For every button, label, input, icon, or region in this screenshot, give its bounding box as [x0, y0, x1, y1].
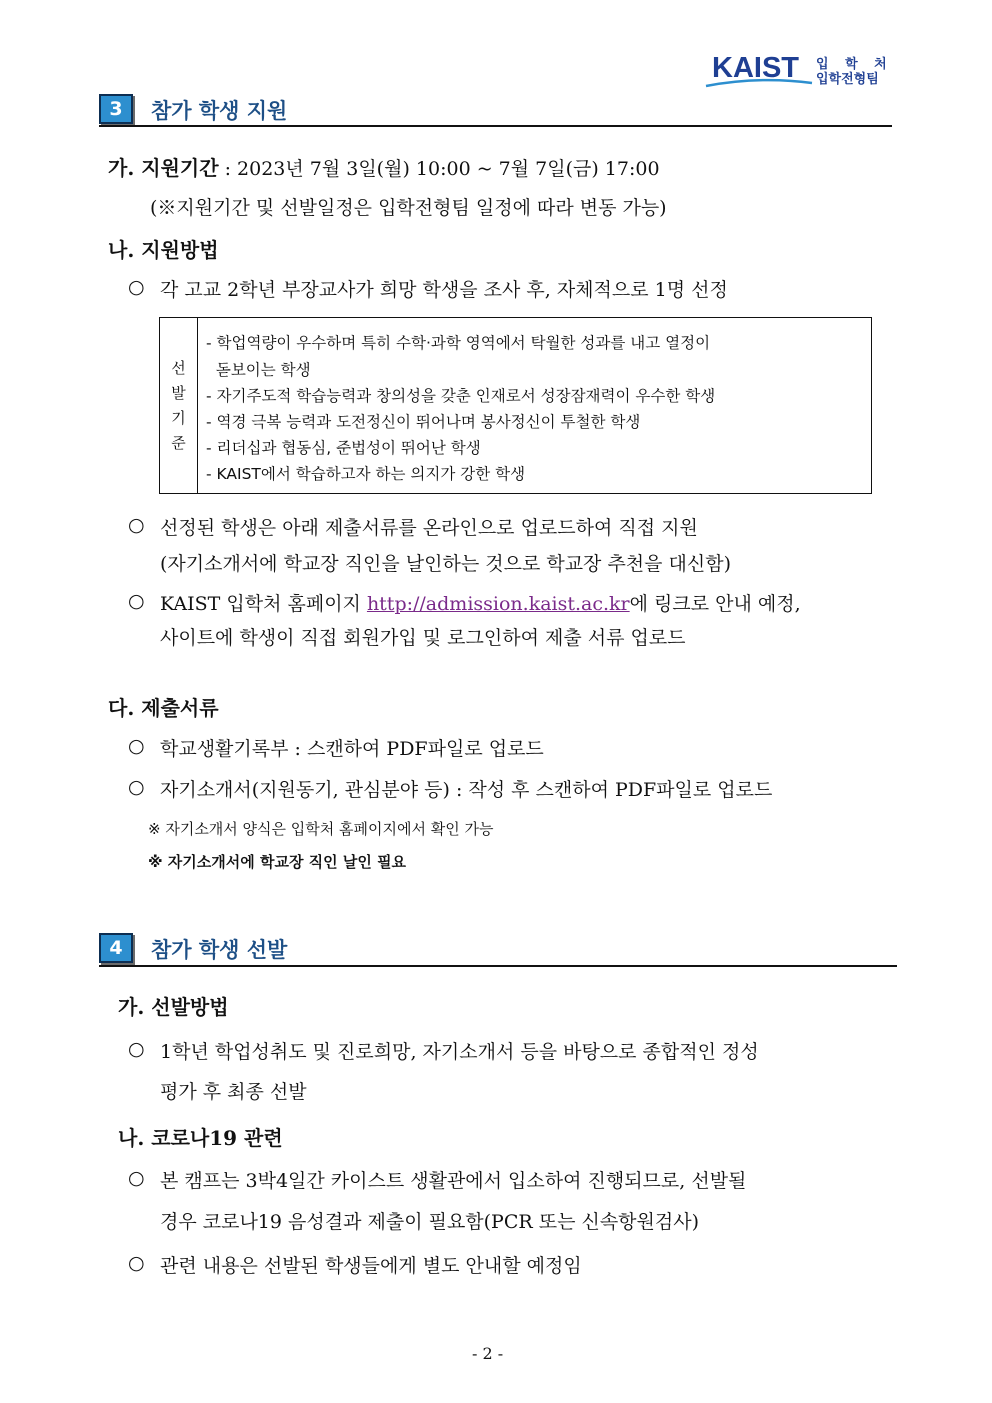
application-method-bullet-2: 선정된 학생은 아래 제출서류를 온라인으로 업로드하여 직접 지원: [160, 517, 698, 539]
section-3-title: 참가 학생 지원: [151, 99, 288, 123]
logo-swoosh-icon: [704, 78, 814, 88]
section-3-number-badge: 3: [99, 94, 133, 124]
application-period-note: (※지원기간 및 선발일정은 입학전형팀 일정에 따라 변동 가능): [150, 197, 667, 219]
documents-note-2: ※ 자기소개서에 학교장 직인 날인 필요: [148, 853, 407, 871]
bullet-icon: ○: [128, 1038, 145, 1060]
criteria-item: - 학업역량이 우수하며 특히 수학·과학 영역에서 탁월한 성과를 내고 열정이: [206, 334, 711, 352]
kaist-logo: [704, 52, 894, 88]
logo-office-name: 입 학 처: [816, 57, 893, 72]
application-method-bullet-3: KAIST 입학처 홈페이지 http://admission.kaist.ac.kr에 링크로 안내 예정,: [160, 593, 801, 615]
application-method-label: 나. 지원방법: [108, 238, 219, 262]
bullet-icon: ○: [128, 514, 145, 536]
covid-bullet-2: 관련 내용은 선발된 학생들에게 별도 안내할 예정임: [160, 1255, 582, 1277]
criteria-item: - KAIST에서 학습하고자 하는 의지가 강한 학생: [206, 465, 526, 483]
section-4-title: 참가 학생 선발: [151, 938, 288, 962]
criteria-item: 돋보이는 학생: [206, 361, 311, 379]
bullet-icon: ○: [128, 776, 145, 798]
covid-bullet-1: 본 캠프는 3박4일간 카이스트 생활관에서 입소하여 진행되므로, 선발될: [160, 1170, 747, 1192]
criteria-item: - 역경 극복 능력과 도전정신이 뛰어나며 봉사정신이 투철한 학생: [206, 413, 641, 431]
logo-team-name: 입학전형팀: [816, 72, 879, 87]
criteria-item: - 자기주도적 학습능력과 창의성을 갖춘 인재로서 성장잠재력이 우수한 학생: [206, 387, 716, 405]
section-4-divider: [99, 965, 897, 967]
selection-criteria-box: [159, 317, 872, 494]
bullet-icon: ○: [128, 1252, 145, 1274]
selection-method-bullet-1-cont: 평가 후 최종 선발: [160, 1081, 307, 1103]
selection-method-label: 가. 선발방법: [118, 995, 229, 1019]
application-period-label: 가. 지원기간: [108, 156, 219, 180]
bullet-icon: ○: [128, 276, 145, 298]
application-period: [108, 152, 660, 181]
documents-note-1: ※ 자기소개서 양식은 입학처 홈페이지에서 확인 가능: [148, 820, 494, 838]
section-4-number-badge: 4: [99, 933, 133, 963]
bullet-icon: ○: [128, 590, 145, 612]
bullet-icon: ○: [128, 1167, 145, 1189]
page-number: - 2 -: [472, 1344, 504, 1363]
bullet-icon: ○: [128, 735, 145, 757]
application-method-bullet-2-cont: (자기소개서에 학교장 직인을 날인하는 것으로 학교장 추천을 대신함): [160, 553, 732, 575]
covid-label: 나. 코로나19 관련: [118, 1126, 283, 1150]
selection-method-bullet-1: 1학년 학업성취도 및 진로희망, 자기소개서 등을 바탕으로 종합적인 정성: [160, 1041, 759, 1063]
documents-bullet-2: 자기소개서(지원동기, 관심분야 등) : 작성 후 스캔하여 PDF파일로 업로드: [160, 779, 773, 801]
selection-criteria-label: 선 발 기 준: [160, 318, 198, 493]
covid-bullet-1-cont: 경우 코로나19 음성결과 제출이 필요함(PCR 또는 신속항원검사): [160, 1211, 700, 1233]
application-period-value: : 2023년 7월 3일(월) 10:00 ~ 7월 7일(금) 17:00: [218, 158, 660, 180]
logo-wordmark: KAIST: [712, 52, 799, 84]
section-3-divider: [99, 125, 892, 127]
application-method-bullet-1: 각 고교 2학년 부장교사가 희망 학생을 조사 후, 자체적으로 1명 선정: [160, 279, 728, 301]
admission-homepage-link[interactable]: http://admission.kaist.ac.kr: [366, 593, 630, 615]
documents-label: 다. 제출서류: [108, 696, 219, 720]
application-method-bullet-3-cont: 사이트에 학생이 직접 회원가입 및 로그인하여 제출 서류 업로드: [160, 627, 686, 649]
documents-bullet-1: 학교생활기록부 : 스캔하여 PDF파일로 업로드: [160, 738, 544, 760]
criteria-item: - 리더십과 협동심, 준법성이 뛰어난 학생: [206, 439, 481, 457]
